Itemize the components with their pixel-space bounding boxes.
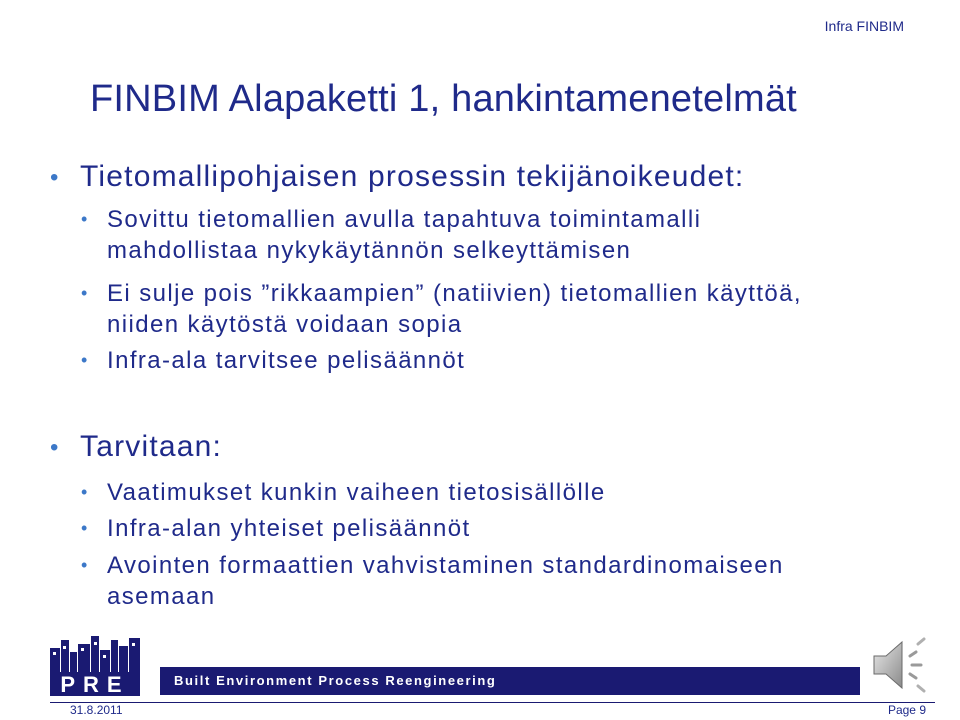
list-item [81, 477, 606, 508]
section-heading-text: Tarvitaan: [80, 430, 223, 463]
city-skyline-icon [50, 636, 140, 672]
bullet-icon: • [81, 482, 89, 502]
list-item [81, 550, 784, 612]
list-item-text: Sovittu tietomallien avulla tapahtuva toimintamalli [107, 206, 702, 233]
pre-logo [50, 634, 140, 696]
list-item [81, 345, 466, 376]
list-item-text: Vaatimukset kunkin vaiheen tietosisällölle [107, 479, 606, 506]
list-item [81, 204, 702, 266]
bullet-icon: • [50, 434, 60, 461]
list-item [81, 513, 471, 544]
footer-date: 31.8.2011 [70, 703, 123, 717]
footer-divider [50, 702, 935, 703]
section-heading-text: Tietomallipohjaisen prosessin tekijänoikeudet: [80, 160, 745, 193]
pre-logo-text: PRE [60, 672, 130, 696]
list-item [81, 278, 802, 340]
list-item-text-cont: niiden käytöstä voidaan sopia [107, 311, 463, 338]
list-item-text: Ei sulje pois ”rikkaampien” (natiivien) tietomallien käyttöä, [107, 280, 802, 307]
footer-banner [160, 667, 860, 695]
header-label: Infra FINBIM [824, 18, 904, 34]
speaker-icon[interactable] [868, 636, 934, 694]
list-item-text: Avointen formaattien vahvistaminen standardinomaiseen [107, 552, 784, 579]
section-heading-needed [50, 430, 223, 464]
bullet-icon: • [50, 164, 60, 191]
list-item-text: Infra-alan yhteiset pelisäännöt [107, 515, 471, 542]
bullet-icon: • [81, 350, 89, 370]
footer-banner-text: Built Environment Process Reengineering [174, 673, 497, 688]
slide-title: FINBIM Alapaketti 1, hankintamenetelmät [90, 78, 797, 120]
footer-page-number: Page 9 [887, 703, 926, 717]
bullet-icon: • [81, 555, 89, 575]
bullet-icon: • [81, 209, 89, 229]
bullet-icon: • [81, 283, 89, 303]
list-item-text: Infra-ala tarvitsee pelisäännöt [107, 347, 466, 374]
section-heading-rights [50, 160, 745, 194]
bullet-icon: • [81, 518, 89, 538]
list-item-text-cont: asemaan [107, 583, 216, 610]
list-item-text-cont: mahdollistaa nykykäytännön selkeyttämisen [107, 237, 632, 264]
